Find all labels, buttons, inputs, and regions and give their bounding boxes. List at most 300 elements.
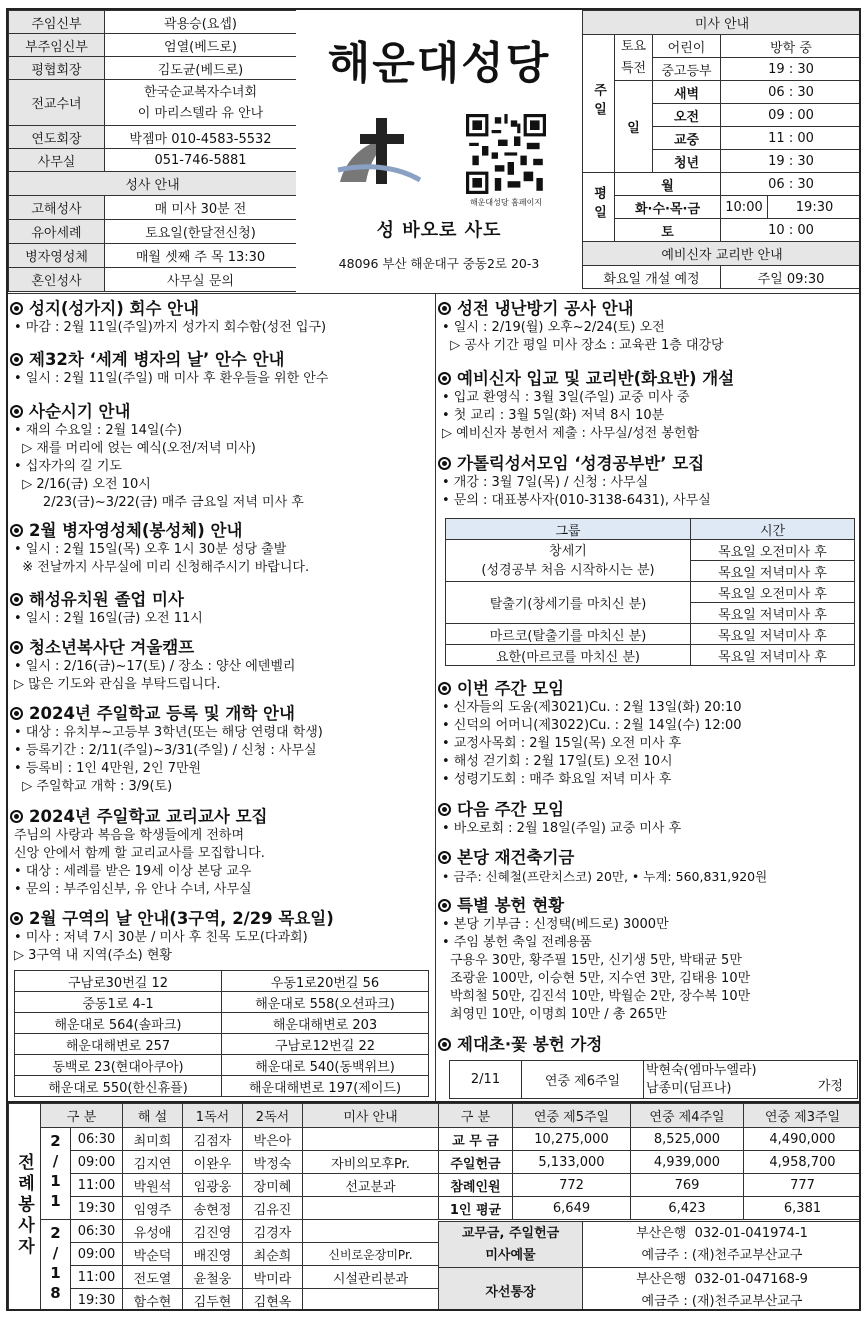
- notice-title: [436, 678, 861, 699]
- column-header: 해 설: [123, 1104, 183, 1128]
- mass-table: [582, 10, 861, 289]
- notice-line: 구용우 30만, 황주필 15만, 신기생 5만, 박태균 5만: [450, 953, 742, 968]
- notice-line: • 대상 : 유치부~고등부 3학년(또는 해당 연령대 학생): [14, 725, 323, 740]
- notice-line: • 교정사목회 : 2월 15일(목) 오전 미사 후: [442, 736, 682, 751]
- notice: [436, 799, 861, 838]
- sacrament-label: 고해성사: [9, 196, 105, 220]
- notice-title: [8, 703, 435, 724]
- finance-value: 8,525,000: [631, 1128, 744, 1151]
- sacrament-title: 성사 안내: [9, 172, 297, 196]
- mass-time: 19:30: [768, 196, 862, 219]
- table-row: [15, 1055, 429, 1076]
- district-cell: 해운대해변로 257: [15, 1034, 222, 1055]
- notice-title-text: 제대초·꽃 봉헌 가정: [457, 1035, 603, 1054]
- time-cell: 목요일 저녁미사 후: [691, 603, 855, 624]
- notice-line: • 성령기도회 : 매주 화요일 저녁 미사 후: [442, 772, 672, 787]
- bullet-icon: [438, 803, 451, 816]
- mass-who: 새벽: [653, 81, 721, 104]
- table-row: [9, 1289, 439, 1312]
- catechumen-label: 화요일 개설 예정: [583, 266, 721, 289]
- column-header: 연중 제5주일: [513, 1104, 631, 1128]
- sacrament-value: 매월 셋째 주 목 13:30: [105, 244, 297, 268]
- table-row: [439, 1174, 862, 1197]
- table-row: [15, 1076, 429, 1097]
- table-row: [15, 1034, 429, 1055]
- liturgy-cell: 김현옥: [243, 1289, 303, 1312]
- notice-title: [8, 349, 435, 370]
- sacrament-value: 토요일(한달전신청): [105, 220, 297, 244]
- notice-title-text: 예비신자 입교 및 교리반(화요반) 개설: [457, 369, 735, 388]
- district-cell: 중동1로 4-1: [15, 992, 222, 1013]
- church-name: 해운대성당: [327, 38, 551, 89]
- liturgy-date: [41, 1128, 71, 1220]
- notice-title: [436, 368, 861, 389]
- finance-label: 참례인원: [439, 1174, 513, 1197]
- notice-line: 신앙 안에서 함께 할 교리교사를 모집합니다.: [14, 846, 265, 861]
- notice: [8, 806, 435, 899]
- liturgy-cell: 06:30: [71, 1128, 123, 1151]
- finance-value: 6,423: [631, 1197, 744, 1220]
- notice: [8, 520, 435, 577]
- liturgy-date: [41, 1220, 71, 1312]
- bank-holder: 예금주 : (재)천주교부산교구: [641, 1247, 803, 1263]
- bullet-icon: [438, 899, 451, 912]
- liturgy-side-label: [9, 1104, 41, 1312]
- liturgy-cell: 신비로운장미Pr.: [303, 1243, 439, 1266]
- staff-value-line: 이 마리스텔라 유 안나: [137, 105, 264, 121]
- mass-day: 화·수·목·금: [615, 196, 721, 219]
- finance-value: 4,939,000: [631, 1151, 744, 1174]
- finance-value: 769: [631, 1174, 744, 1197]
- bullet-icon: [438, 1038, 451, 1051]
- flower-names: [644, 1061, 858, 1099]
- time-cell: 목요일 저녁미사 후: [691, 645, 855, 666]
- liturgy-date-text: 2/11: [46, 1131, 65, 1212]
- finance-value: 4,490,000: [744, 1128, 862, 1151]
- liturgy-cell: 유성애: [123, 1220, 183, 1243]
- staff-table: [8, 10, 296, 292]
- bank-info: [583, 1268, 862, 1312]
- notice-line: • 신자들의 도움(제3021)Cu. : 2월 13일(화) 20:10: [442, 700, 742, 715]
- liturgy-cell: 자비의모후Pr.: [303, 1151, 439, 1174]
- notice: [436, 895, 861, 1024]
- mass-who: 어린이: [653, 35, 721, 58]
- notice-line: ▷ 주일학교 개학 : 3/9(토): [14, 779, 173, 794]
- finance-value: 772: [513, 1174, 631, 1197]
- liturgy-cell: [303, 1220, 439, 1243]
- bulletin-page: [6, 8, 861, 1311]
- notice: [436, 1034, 861, 1055]
- notice-line: ▷ 예비신자 봉헌서 제출 : 사무실/성전 봉헌함: [442, 426, 700, 441]
- staff-label: 부주임신부: [9, 34, 105, 57]
- bullet-icon: [438, 851, 451, 864]
- bank-label: [439, 1222, 583, 1268]
- liturgy-cell: 06:30: [71, 1220, 123, 1243]
- table-row: [439, 1128, 862, 1151]
- notice-title-text: 2월 병자영성체(봉성체) 안내: [29, 521, 243, 540]
- sacrament-label: 병자영성체: [9, 244, 105, 268]
- notice-line: ▷ 2/16(금) 오전 10시: [14, 477, 151, 492]
- staff-value: 051-746-5881: [105, 149, 297, 172]
- notice-title: [436, 298, 861, 319]
- notice-line: • 첫 교리 : 3월 5일(화) 저녁 8시 10분: [442, 408, 665, 423]
- bank-holder: 예금주 : (재)천주교부산교구: [641, 1293, 803, 1309]
- mass-who: 중고등부: [653, 58, 721, 81]
- group-cell: 마르코(탈출기를 마치신 분): [446, 624, 691, 645]
- staff-label: 사무실: [9, 149, 105, 172]
- notice-line: ▷ 많은 기도와 관심을 부탁드립니다.: [14, 677, 221, 692]
- liturgy-cell: 김지연: [123, 1151, 183, 1174]
- mass-group-sunday-label: 주일: [591, 82, 606, 121]
- liturgy-cell: 이완우: [183, 1151, 243, 1174]
- notice-line: 박희철 50만, 김진석 10만, 박월순 2만, 장수복 10만: [450, 989, 751, 1004]
- liturgy-cell: 19:30: [71, 1289, 123, 1312]
- notice-title: [8, 589, 435, 610]
- mass-schedule: [582, 10, 861, 293]
- bullet-icon: [10, 707, 23, 720]
- table-row: [9, 1174, 439, 1197]
- liturgy-cell: 김경자: [243, 1220, 303, 1243]
- church-logo-icon: [336, 110, 422, 192]
- finance-label: 주일헌금: [439, 1151, 513, 1174]
- district-cell: 구남로30번길 12: [15, 971, 222, 992]
- staff-value: [105, 80, 297, 126]
- column-header: 2독서: [243, 1104, 303, 1128]
- notice-title: [8, 806, 435, 827]
- notice: [8, 589, 435, 628]
- liturgy-table: [8, 1103, 438, 1311]
- flower-name: 박현숙(엠마누엘라): [646, 1062, 757, 1078]
- liturgy-cell: 김점자: [183, 1128, 243, 1151]
- notice-title: [8, 520, 435, 541]
- notice-title-text: 성지(성가지) 회수 안내: [29, 299, 200, 318]
- mass-time: 06 : 30: [721, 81, 862, 104]
- bullet-icon: [438, 302, 451, 315]
- notice-title-text: 청소년복사단 겨울캠프: [29, 638, 195, 657]
- notice-title-text: 가톨릭성서모임 ‘성경공부반’ 모집: [457, 454, 705, 473]
- liturgy-cell: 11:00: [71, 1266, 123, 1289]
- liturgy-cell: 최미희: [123, 1128, 183, 1151]
- notice-title-text: 성전 냉난방기 공사 안내: [457, 299, 634, 318]
- finance-value: 10,275,000: [513, 1128, 631, 1151]
- district-cell: 해운대로 558(오션파크): [222, 992, 429, 1013]
- liturgy-cell: 09:00: [71, 1243, 123, 1266]
- liturgy-cell: 선교분과: [303, 1174, 439, 1197]
- notice: [436, 678, 861, 789]
- bank-table: [438, 1221, 861, 1311]
- notice: [8, 908, 435, 965]
- notice-line: • 신덕의 어머니(제3022)Cu. : 2월 14일(수) 12:00: [442, 718, 742, 733]
- liturgy-cell: 19:30: [71, 1197, 123, 1220]
- flower-week: 연중 제6주일: [522, 1061, 644, 1099]
- flower-date: 2/11: [450, 1061, 522, 1099]
- mass-sat-label1: 토요: [620, 38, 647, 54]
- liturgy-cell: 임영주: [123, 1197, 183, 1220]
- notice: [436, 368, 861, 443]
- bank-info: [583, 1222, 862, 1268]
- mass-time: 10 : 00: [721, 219, 862, 242]
- notice-title: [8, 401, 435, 422]
- notice-line: • 본당 기부금 : 신정택(베드로) 3000만: [442, 917, 669, 932]
- bullet-icon: [10, 912, 23, 925]
- staff-label: 주임신부: [9, 11, 105, 34]
- mass-time: 19 : 30: [721, 150, 862, 173]
- notice-title: [436, 895, 861, 916]
- notice-line: • 재의 수요일 : 2월 14일(수): [14, 423, 183, 438]
- liturgy-cell: 윤철웅: [183, 1266, 243, 1289]
- notice: [436, 298, 861, 355]
- bullet-icon: [438, 372, 451, 385]
- district-cell: 구남로12번길 22: [222, 1034, 429, 1055]
- liturgy-cell: 박미라: [243, 1266, 303, 1289]
- notice-line: • 바오로회 : 2월 18일(주일) 교중 미사 후: [442, 821, 682, 836]
- column-header: 연중 제3주일: [744, 1104, 862, 1128]
- mass-who: 오전: [653, 104, 721, 127]
- notice-line: ※ 전날까지 사무실에 미리 신청해주시기 바랍니다.: [14, 560, 310, 575]
- parish-subtitle: 성 바오로 사도: [376, 220, 502, 241]
- district-cell: 해운대로 540(동백위브): [222, 1055, 429, 1076]
- finance-value: 6,649: [513, 1197, 631, 1220]
- notice-line: • 일시 : 2월 11일(주일) 매 미사 후 환우들을 위한 안수: [14, 371, 329, 386]
- bullet-icon: [10, 593, 23, 606]
- notice-line: • 일시 : 2월 16일(금) 오전 11시: [14, 611, 203, 626]
- group-name: 창세기: [549, 543, 587, 559]
- liturgy-cell: 박순덕: [123, 1243, 183, 1266]
- bullet-icon: [10, 641, 23, 654]
- finance-value: 5,133,000: [513, 1151, 631, 1174]
- notice-line: • 주임 봉헌 축일 전례용품: [442, 935, 592, 950]
- notice-line: • 해성 걷기회 : 2월 17일(토) 오전 10시: [442, 754, 673, 769]
- qr-code-icon: [466, 114, 546, 194]
- notice-line: ▷ 재를 머리에 얹는 예식(오전/저녁 미사): [14, 441, 256, 456]
- notice-title-text: 특별 봉헌 현황: [457, 896, 565, 915]
- mass-time: 06 : 30: [721, 173, 862, 196]
- district-cell: 해운대해변로 203: [222, 1013, 429, 1034]
- notice-title-text: 2024년 주일학교 교리교사 모집: [29, 807, 268, 826]
- time-cell: 목요일 오전미사 후: [691, 582, 855, 603]
- time-cell: 목요일 저녁미사 후: [691, 561, 855, 582]
- staff-value: 김도균(베드로): [105, 57, 297, 80]
- notice-line: • 개강 : 3월 7일(목) / 신청 : 사무실: [442, 475, 649, 490]
- liturgy-cell: 박정숙: [243, 1151, 303, 1174]
- column-header: 구 분: [439, 1104, 513, 1128]
- catechumen-title: 예비신자 교리반 안내: [583, 242, 862, 266]
- mass-time: 11 : 00: [721, 127, 862, 150]
- liturgy-cell: 김두현: [183, 1289, 243, 1312]
- notice-title-text: 이번 주간 모임: [457, 679, 565, 698]
- bullet-icon: [10, 405, 23, 418]
- staff-value-line: 한국순교복자수녀회: [143, 84, 258, 100]
- sacrament-value: 사무실 문의: [105, 268, 297, 292]
- liturgy-cell: 배진영: [183, 1243, 243, 1266]
- district-cell: 해운대로 564(솔파크): [15, 1013, 222, 1034]
- notice-title-text: 2월 구역의 날 안내(3구역, 2/29 목요일): [29, 909, 334, 928]
- district-table: [14, 970, 429, 1097]
- notice-title: [8, 298, 435, 319]
- notice-line: • 일시 : 2월 15일(목) 오후 1시 30분 성당 출발: [14, 542, 287, 557]
- liturgy-cell: 임광웅: [183, 1174, 243, 1197]
- column-header: 1독서: [183, 1104, 243, 1128]
- notice: [436, 453, 861, 510]
- mass-day: 월: [615, 173, 721, 196]
- notice: [8, 637, 435, 694]
- finance-label: 교 무 금: [439, 1128, 513, 1151]
- notice-title: [8, 637, 435, 658]
- sacrament-label: 유아세례: [9, 220, 105, 244]
- notice-line: • 등록기간 : 2/11(주일)~3/31(주일) / 신청 : 사무실: [14, 743, 317, 758]
- district-cell: 우동1로20번길 56: [222, 971, 429, 992]
- column-header: 그룹: [446, 519, 691, 540]
- staff-label: 연도회장: [9, 126, 105, 149]
- notice-line: ▷ 3구역 내 지역(주소) 현황: [14, 948, 172, 963]
- group-cell: [446, 540, 691, 582]
- notice-title-text: 사순시기 안내: [29, 402, 131, 421]
- bank-label-line: 미사예물: [485, 1247, 536, 1263]
- church-address: 48096 부산 해운대구 중동2로 20-3: [338, 256, 540, 271]
- staff-value: 박젬마 010-4583-5532: [105, 126, 297, 149]
- liturgy-cell: [303, 1289, 439, 1312]
- staff-label: 전교수녀: [9, 80, 105, 126]
- flower-name: 남종미(딤프나): [646, 1080, 732, 1096]
- notice-line: • 금주: 신혜철(프란치스코) 20만, • 누계: 560,831,920원: [442, 869, 768, 884]
- notice: [8, 703, 435, 796]
- liturgy-cell: 함수현: [123, 1289, 183, 1312]
- staff-label: 평협회장: [9, 57, 105, 80]
- notice-title: [436, 453, 861, 474]
- notice-line: • 문의 : 대표봉사자(010-3138-6431), 사무실: [442, 493, 711, 508]
- mass-title: 미사 안내: [583, 11, 862, 35]
- column-header: 구 분: [41, 1104, 123, 1128]
- finance-value: 6,381: [744, 1197, 862, 1220]
- column-header: 시간: [691, 519, 855, 540]
- notice-title: [436, 847, 861, 868]
- notice-line: 주님의 사랑과 복음을 학생들에게 전하며: [14, 828, 245, 843]
- table-row: [9, 1128, 439, 1151]
- notice: [436, 847, 861, 886]
- notice-line: 최영민 10만, 이명희 10만 / 총 265만: [450, 1007, 667, 1022]
- qr-caption: 해운대성당 홈페이지: [469, 198, 543, 207]
- mass-group-weekday: [583, 173, 615, 242]
- table-row: [9, 1266, 439, 1289]
- mass-time: 09 : 00: [721, 104, 862, 127]
- left-column: [8, 293, 436, 1101]
- liturgy-date-text: 2/18: [46, 1223, 65, 1304]
- liturgy-cell: 09:00: [71, 1151, 123, 1174]
- notice-title-text: 해성유치원 졸업 미사: [29, 590, 184, 609]
- mass-sun-label: 일: [615, 81, 653, 173]
- table-row: [9, 1243, 439, 1266]
- bullet-icon: [10, 353, 23, 366]
- notice-line: • 십자가의 길 기도: [14, 459, 122, 474]
- finance-value: 4,958,700: [744, 1151, 862, 1174]
- mass-sat-label: [615, 35, 653, 81]
- notice-line: • 대상 : 세례를 받은 19세 이상 본당 교우: [14, 864, 252, 879]
- mass-who: 교중: [653, 127, 721, 150]
- district-cell: 해운대로 550(한신휴플): [15, 1076, 222, 1097]
- flower-suffix: 가정: [817, 1079, 843, 1094]
- notice-title-text: 2024년 주일학교 등록 및 개학 안내: [29, 704, 295, 723]
- notice-line: 조광윤 100만, 이승현 5만, 지수연 3만, 김태용 10만: [450, 971, 751, 986]
- liturgy-cell: 최순희: [243, 1243, 303, 1266]
- group-cell: 탈출기(창세기를 마치신 분): [446, 582, 691, 624]
- group-note: (성경공부 처음 시작하시는 분): [481, 562, 655, 578]
- bullet-icon: [10, 810, 23, 823]
- bullet-icon: [438, 682, 451, 695]
- notice-line: • 입교 환영식 : 3월 3일(주일) 교중 미사 중: [442, 390, 690, 405]
- table-row: [9, 1220, 439, 1243]
- bullet-icon: [438, 457, 451, 470]
- mass-group-sunday: [583, 35, 615, 173]
- notice-title-text: 제32차 ‘세계 병자의 날’ 안수 안내: [29, 350, 285, 369]
- notice: [8, 401, 435, 512]
- time-cell: 목요일 오전미사 후: [691, 540, 855, 561]
- notice-line: • 문의 : 부주임신부, 유 안나 수녀, 사무실: [14, 882, 252, 897]
- staff-value: 곽용승(요셉): [105, 11, 297, 34]
- notice-line: • 미사 : 저녁 7시 30분 / 미사 후 친목 도모(다과회): [14, 930, 308, 945]
- notice-line: • 일시 : 2/19(월) 오후~2/24(토) 오전: [442, 320, 665, 335]
- liturgy-cell: 박은아: [243, 1128, 303, 1151]
- district-cell: 해운대해변로 197(제이드): [222, 1076, 429, 1097]
- notice-title-text: 본당 재건축기금: [457, 848, 575, 867]
- column-header: 연중 제4주일: [631, 1104, 744, 1128]
- table-row: [439, 1197, 862, 1220]
- notice: [8, 298, 435, 337]
- mass-time: 방학 중: [721, 35, 862, 58]
- bullet-icon: [10, 524, 23, 537]
- bullet-icon: [10, 302, 23, 315]
- notice-line: • 일시 : 2/16(금)~17(토) / 장소 : 양산 에덴벨리: [14, 659, 296, 674]
- table-row: [15, 971, 429, 992]
- mass-sat-label2: 특전: [620, 60, 647, 76]
- table-row: [15, 992, 429, 1013]
- table-row: [9, 1197, 439, 1220]
- bank-account: 부산은행 032-01-047168-9: [636, 1271, 808, 1287]
- liturgy-cell: 장미혜: [243, 1174, 303, 1197]
- district-cell: 동백로 23(현대아쿠아): [15, 1055, 222, 1076]
- notice-line: • 등록비 : 1인 4만원, 2인 7만원: [14, 761, 202, 776]
- mass-time: 19 : 30: [721, 58, 862, 81]
- notice-title: [436, 799, 861, 820]
- bank-account: 부산은행 032-01-041974-1: [636, 1225, 808, 1241]
- finance-value: 777: [744, 1174, 862, 1197]
- staff-value: 엄열(베드로): [105, 34, 297, 57]
- table-row: [439, 1151, 862, 1174]
- liturgy-cell: [303, 1197, 439, 1220]
- liturgy-cell: 김유진: [243, 1197, 303, 1220]
- bank-label-line: 교무금, 주일헌금: [461, 1225, 560, 1241]
- staff-block: [8, 10, 296, 293]
- mass-group-weekday-label: 평일: [591, 186, 606, 224]
- liturgy-cell: 김진영: [183, 1220, 243, 1243]
- mass-who: 청년: [653, 150, 721, 173]
- catechumen-time: 주일 09:30: [721, 266, 862, 289]
- notice-title: [8, 908, 435, 929]
- finance-label: 1인 평균: [439, 1197, 513, 1220]
- church-header: [296, 10, 582, 293]
- right-column: [436, 293, 861, 1101]
- liturgy-servers: [8, 1101, 438, 1311]
- table-row: [9, 1151, 439, 1174]
- notice-title-text: 다음 주간 모임: [457, 800, 565, 819]
- flower-table: [449, 1060, 858, 1099]
- mass-day: 토: [615, 219, 721, 242]
- liturgy-cell: [303, 1128, 439, 1151]
- liturgy-cell: 박원석: [123, 1174, 183, 1197]
- liturgy-cell: 시설관리분과: [303, 1266, 439, 1289]
- bank-label: 자선통장: [439, 1268, 583, 1312]
- liturgy-cell: 11:00: [71, 1174, 123, 1197]
- notice-line: ▷ 공사 기간 평일 미사 장소 : 교육관 1층 대강당: [442, 338, 724, 353]
